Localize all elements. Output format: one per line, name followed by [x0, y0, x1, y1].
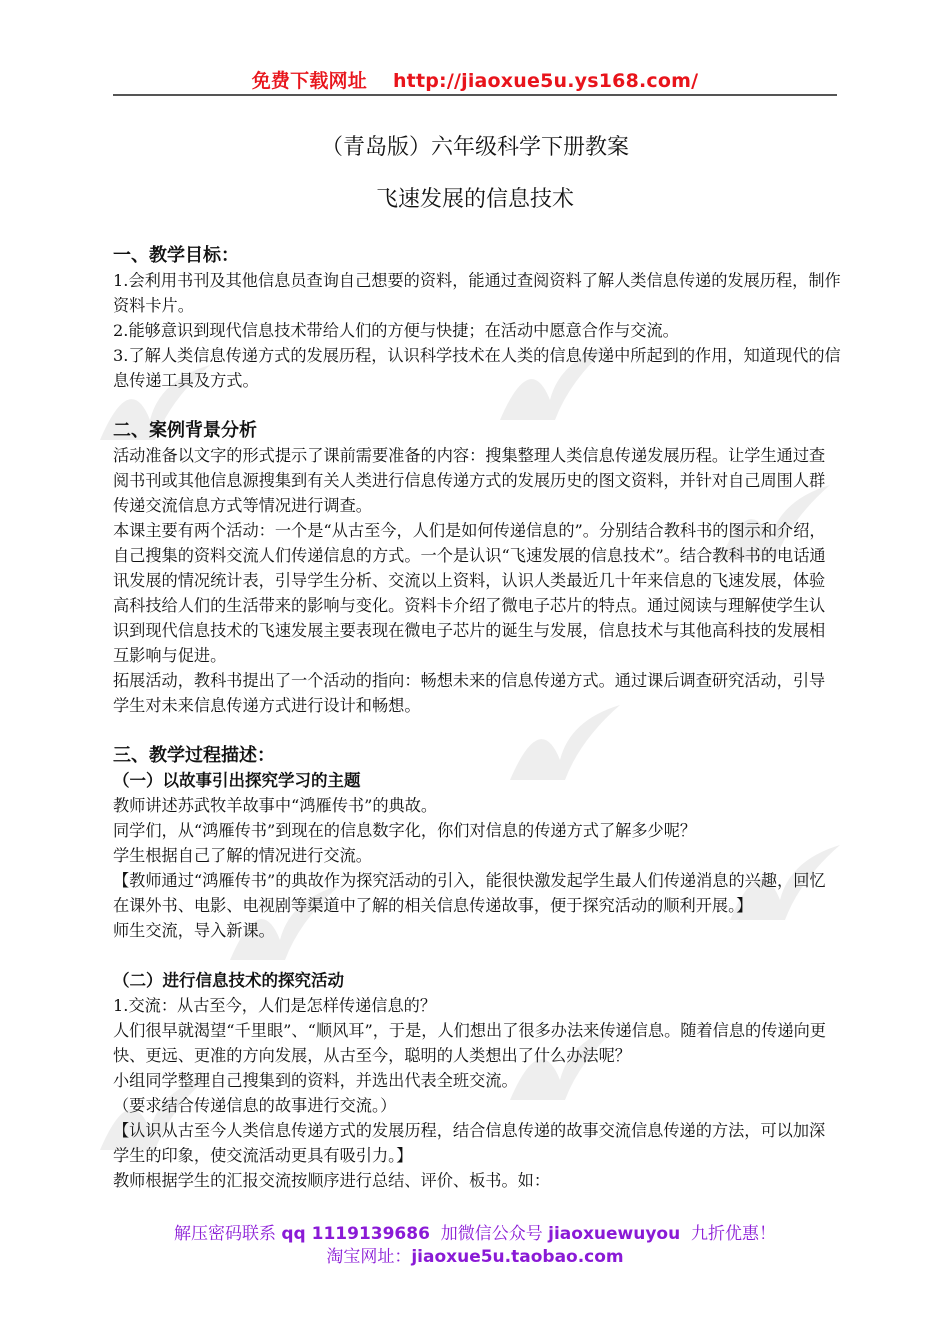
section-heading-process: 三、教学过程描述： [113, 745, 275, 766]
section-heading-objectives: 一、教学目标： [113, 245, 239, 266]
story-paragraph-1: 教师讲述苏武牧羊故事中“鸿雁传书”的典故。 [113, 796, 438, 815]
footer-discount: 九折优惠！ [691, 1224, 777, 1244]
story-paragraph-4: 【教师通过“鸿雁传书”的典故作为探究活动的引入，能很快激发起学生最人们传递消息的兴趣，回忆在课外书、电影、电视剧等渠道中了解的相关信息传递故事，便于探究活动的顺利开展。】 [113, 871, 826, 915]
activity-paragraph-1: 1.交流：从古至今，人们是怎样传递信息的？ [113, 996, 437, 1015]
objective-1: 1.会利用书刊及其他信息员查询自己想要的资料，能通过查阅资料了解人类信息传递的发展历程，制作资料卡片。 [113, 271, 841, 315]
subsection-heading-story: （一）以故事引出探究学习的主题 [113, 771, 361, 790]
lesson-title: 飞速发展的信息技术 [375, 187, 574, 212]
blank-line [113, 393, 841, 418]
activity-paragraph-4: （要求结合传递信息的故事进行交流。） [113, 1096, 397, 1115]
download-url-link[interactable]: http://jiaoxue5u.ys168.com/ [392, 70, 699, 92]
activity-paragraph-6: 教师根据学生的汇报交流按顺序进行总结、评价、板书。如： [113, 1171, 551, 1190]
download-label: 免费下载网址 [251, 70, 367, 92]
footer-taobao-label: 淘宝网址： [326, 1247, 412, 1267]
footer-taobao-line [113, 1242, 837, 1267]
footer-password-label: 解压密码联系 [173, 1224, 276, 1244]
activity-paragraph-2: 人们很早就渴望“千里眼”、“顺风耳”，于是，人们想出了很多办法来传递信息。随着信息的传递向更快、更远、更准的方向发展，从古至今，聪明的人类想出了什么办法呢？ [113, 1021, 826, 1065]
story-paragraph-3: 学生根据自己了解的情况进行交流。 [113, 846, 372, 865]
background-paragraph-3: 拓展活动，教科书提出了一个活动的指向：畅想未来的信息传递方式。通过课后调查研究活动，引导学生对未来信息传递方式进行设计和畅想。 [113, 671, 826, 715]
activity-paragraph-3: 小组同学整理自己搜集到的资料，并选出代表全班交流。 [113, 1071, 518, 1090]
objective-2: 2.能够意识到现代信息技术带给人们的方便与快捷；在活动中愿意合作与交流。 [113, 321, 679, 340]
subsection-heading-activity: （二）进行信息技术的探究活动 [113, 971, 344, 990]
objective-3: 3.了解人类信息传递方式的发展历程，认识科学技术在人类的信息传递中所起到的作用，知道现代的信息传递工具及方式。 [113, 346, 841, 390]
blank-line [113, 718, 841, 743]
footer-wechat-label: 加微信公众号 [440, 1224, 543, 1244]
footer-qq: qq 1119139686 [281, 1224, 430, 1244]
blank-line [113, 943, 841, 968]
header-divider [113, 94, 837, 96]
section-heading-background: 二、案例背景分析 [113, 420, 257, 441]
background-paragraph-1: 活动准备以文字的形式提示了课前需要准备的内容：搜集整理人类信息传递发展历程。让学生通过查阅书刊或其他信息源搜集到有关人类进行信息传递方式的发展历史的图文资料，并针对自己周围人群传递交流信息方式等情况进行调查。 [113, 446, 826, 515]
story-paragraph-2: 同学们，从“鸿雁传书”到现在的信息数字化，你们对信息的传递方式了解多少呢？ [113, 821, 697, 840]
story-paragraph-5: 师生交流，导入新课。 [113, 921, 275, 940]
document-title: （青岛版）六年级科学下册教案 [320, 135, 629, 160]
document-body [113, 243, 841, 1193]
activity-paragraph-5: 【认识从古至今人类信息传递方式的发展历程，结合信息传递的故事交流信息传递的方法，可以加深学生的印象，使交流活动更具有吸引力。】 [113, 1121, 826, 1165]
download-header [113, 66, 837, 93]
footer-contact-line [113, 1219, 837, 1244]
footer-taobao-link[interactable]: jiaoxue5u.taobao.com [411, 1247, 624, 1267]
background-paragraph-2: 本课主要有两个活动：一个是“从古至今，人们是如何传递信息的”。分别结合教科书的图示和介绍，自己搜集的资料交流人们传递信息的方式。一个是认识“飞速发展的信息技术”。结合教科书的电话通讯发展的情况统计表，引导学生分析、交流以上资料，认识人类最近几十年来信息的飞速发展，体验高科技给人们的生活带来的影响与变化。资料卡介绍了微电子芯片的特点。通过阅读与理解使学生认识到现代信息技术的飞速发展主要表现在微电子芯片的诞生与发展，信息技术与其他高科技的发展相互影响与促进。 [113, 521, 826, 665]
footer-wechat-id: jiaoxuewuyou [548, 1224, 681, 1244]
